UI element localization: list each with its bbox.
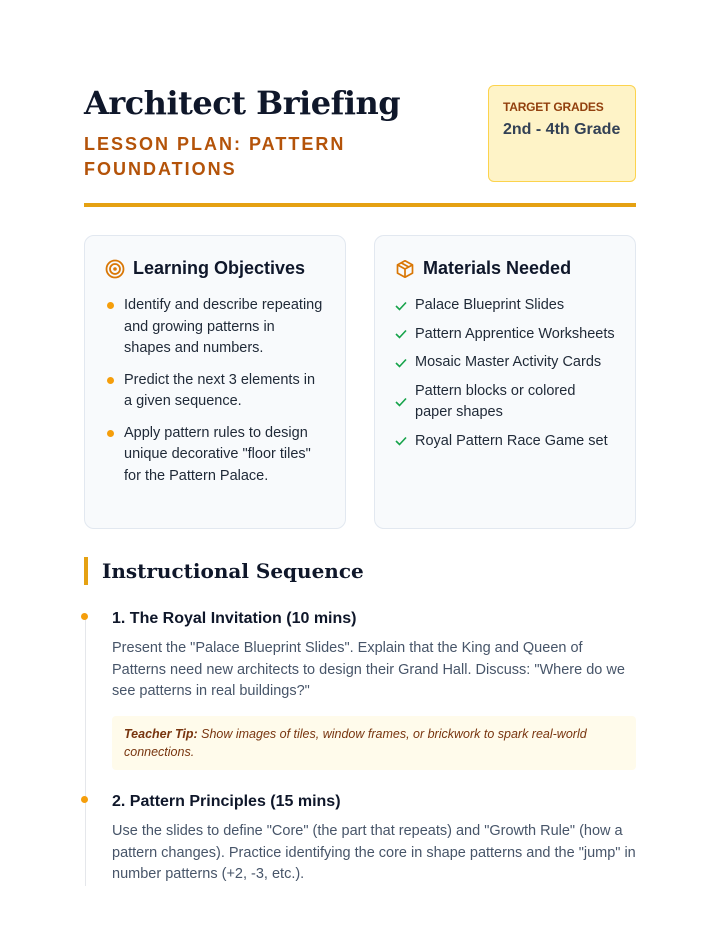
materials-needed-title: Materials Needed	[423, 258, 572, 278]
target-grades-box	[488, 85, 636, 182]
materials-needed-card	[374, 235, 636, 529]
material-text: Mosaic Master Activity Cards	[415, 354, 602, 370]
check-icon	[395, 397, 407, 407]
objectives-list	[105, 295, 325, 487]
timeline-line	[85, 618, 86, 886]
teacher-tip-label: Teacher Tip:	[124, 726, 198, 741]
objective-text: Predict the next 3 elements in a given sequence.	[124, 371, 316, 409]
bullet-icon	[107, 302, 114, 309]
header-divider	[84, 203, 636, 207]
list-item	[395, 324, 615, 346]
box-icon	[395, 259, 415, 279]
instructional-sequence-heading	[84, 557, 364, 585]
material-text: Pattern blocks or colored paper shapes	[415, 382, 576, 420]
objective-text: Identify and describe repeating and growing patterns in shapes and numbers.	[124, 297, 323, 356]
list-item	[105, 295, 325, 360]
list-item	[395, 295, 615, 317]
materials-list	[395, 295, 615, 452]
material-text: Palace Blueprint Slides	[415, 297, 565, 313]
target-grades-label: TARGET GRADES	[503, 100, 604, 114]
list-item	[395, 352, 615, 374]
check-icon	[395, 436, 407, 446]
sequence-step-1	[112, 608, 636, 770]
section-title: Instructional Sequence	[102, 559, 364, 583]
list-item	[105, 423, 325, 488]
material-text: Royal Pattern Race Game set	[415, 432, 608, 449]
objective-text: Apply pattern rules to design unique decorative "floor tiles" for the Pattern Palace.	[124, 424, 311, 484]
check-icon	[395, 329, 407, 339]
check-icon	[395, 358, 407, 368]
timeline-dot-icon	[81, 796, 88, 803]
list-item	[105, 370, 325, 413]
page-header	[84, 84, 636, 182]
page-subtitle: LESSON PLAN: PATTERN FOUNDATIONS	[84, 134, 346, 179]
teacher-tip-text: Show images of tiles, window frames, or brickwork to spark real-world connections.	[124, 726, 587, 759]
page-title: Architect Briefing	[84, 84, 401, 122]
step-description: Use the slides to define "Core" (the part that repeats) and "Growth Rule" (how a pattern changes). Practice identifying the core in shape patterns and the "jump" in number patterns (+2, -3, etc.).	[112, 823, 636, 882]
list-item	[395, 431, 615, 453]
sequence-step-2	[112, 791, 636, 886]
list-item	[395, 381, 615, 424]
learning-objectives-header	[105, 258, 325, 279]
bullet-icon	[107, 377, 114, 384]
learning-objectives-title: Learning Objectives	[133, 258, 306, 278]
materials-needed-header	[395, 258, 615, 279]
step-title: 1. The Royal Invitation (10 mins)	[112, 610, 357, 627]
step-description: Present the "Palace Blueprint Slides". Explain that the King and Queen of Patterns need new architects to design their Grand Hall. Discuss: "Where do we see patterns in real buildings?"	[112, 640, 625, 699]
target-grades-value: 2nd - 4th Grade	[503, 121, 621, 138]
material-text: Pattern Apprentice Worksheets	[415, 325, 615, 342]
bullet-icon	[107, 430, 114, 437]
step-title: 2. Pattern Principles (15 mins)	[112, 793, 341, 810]
timeline-dot-icon	[81, 613, 88, 620]
learning-objectives-card	[84, 235, 346, 529]
teacher-tip	[112, 716, 636, 770]
check-icon	[395, 301, 407, 311]
target-icon	[105, 259, 125, 279]
